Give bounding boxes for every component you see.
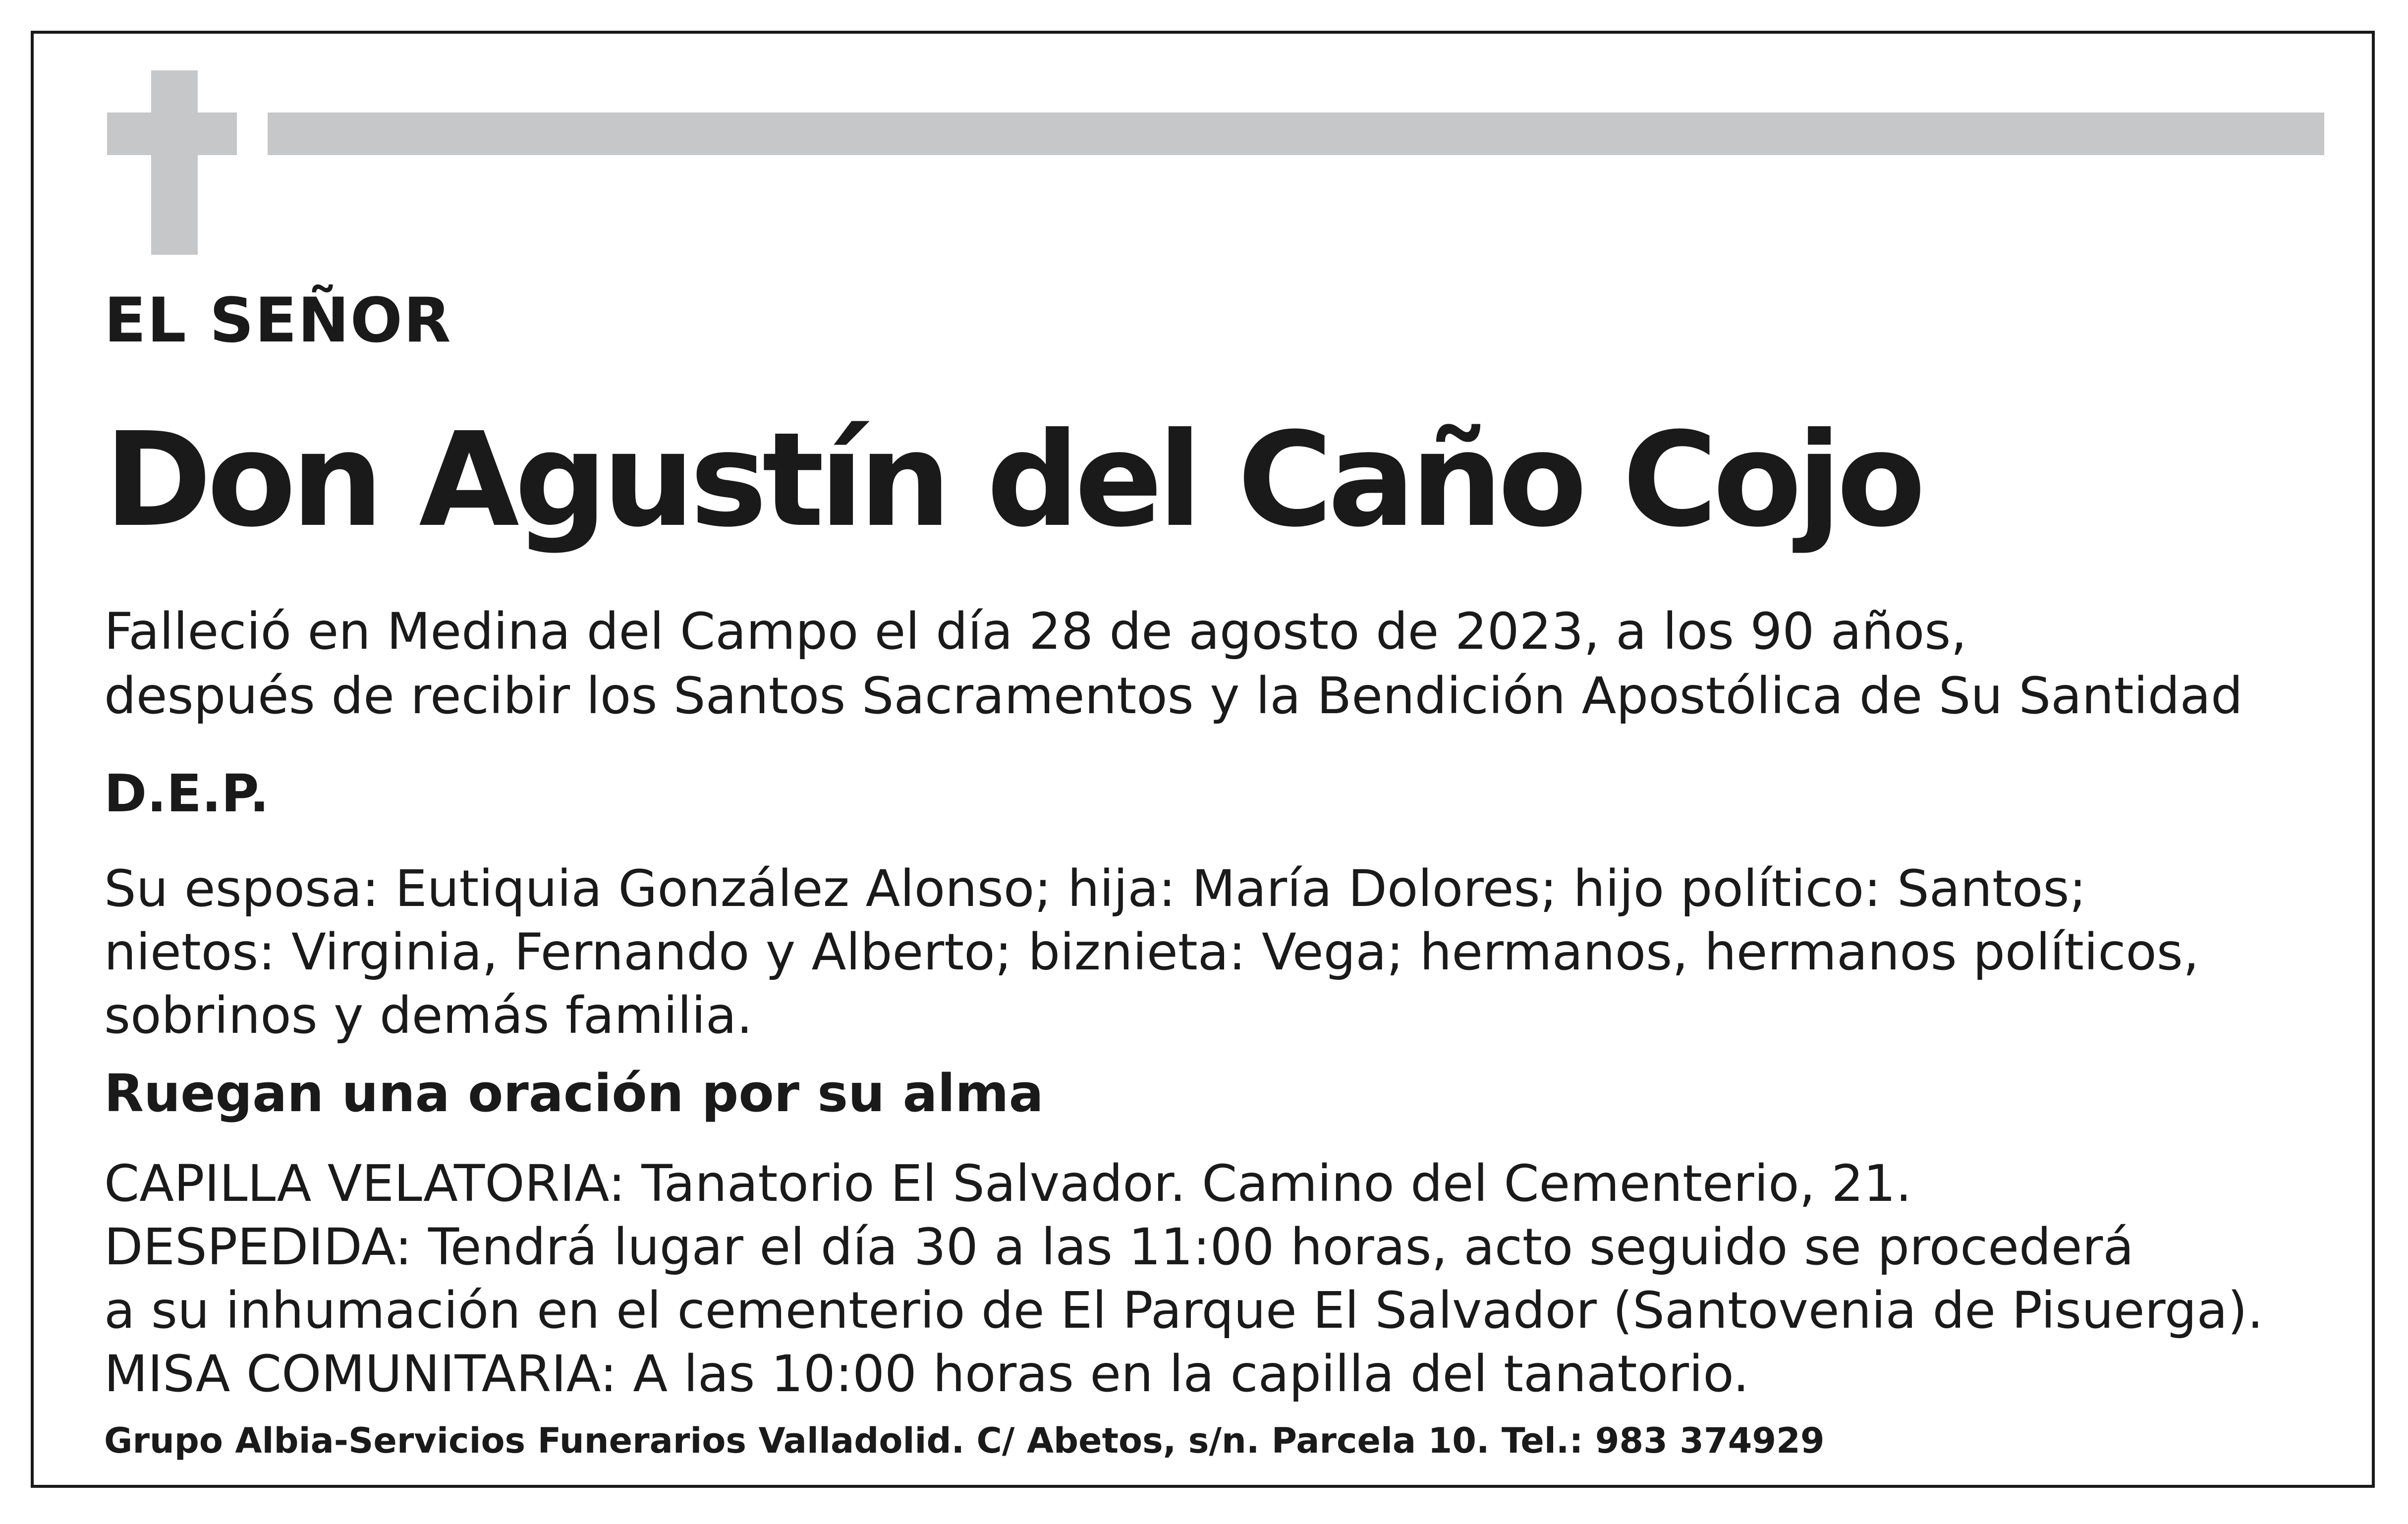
service-line: a su inhumación en el cementerio de El Parque El Salvador (Santovenia de Pisuerga). xyxy=(104,1281,2264,1340)
family-line: sobrinos y demás familia. xyxy=(104,986,753,1045)
cross-vertical-bar xyxy=(151,70,198,255)
family-line: nietos: Virginia, Fernando y Alberto; biznieta: Vega; hermanos, hermanos políticos, xyxy=(104,923,2199,982)
service-line: CAPILLA VELATORIA: Tanatorio El Salvador. Camino del Cementerio, 21. xyxy=(104,1154,1912,1213)
service-line: MISA COMUNITARIA: A las 10:00 horas en la capilla del tanatorio. xyxy=(104,1345,1749,1404)
funeral-home-footer: Grupo Albia-Servicios Funerarios Valladolid. C/ Abetos, s/n. Parcela 10. Tel.: 983 374929 xyxy=(104,1420,1825,1461)
honorific: EL SEÑOR xyxy=(104,285,452,356)
rest-in-peace: D.E.P. xyxy=(104,763,270,824)
prayer-request: Ruegan una oración por su alma xyxy=(104,1063,1044,1124)
passing-line: después de recibir los Santos Sacramentos y la Bendición Apostólica de Su Santidad xyxy=(104,667,2243,726)
family-line: Su esposa: Eutiquia González Alonso; hija: María Dolores; hijo político: Santos; xyxy=(104,859,2086,918)
cross-horizontal-bar xyxy=(107,113,237,155)
deceased-name: Don Agustín del Caño Cojo xyxy=(104,404,1921,556)
passing-line: Falleció en Medina del Campo el día 28 de agosto de 2023, a los 90 años, xyxy=(104,602,1967,661)
family-list xyxy=(104,857,2199,1048)
passing-details xyxy=(104,600,2243,729)
service-line: DESPEDIDA: Tendrá lugar el día 30 a las 11:00 horas, acto seguido se procederá xyxy=(104,1218,2134,1277)
header-rule xyxy=(268,113,2324,155)
service-details xyxy=(104,1152,2263,1406)
